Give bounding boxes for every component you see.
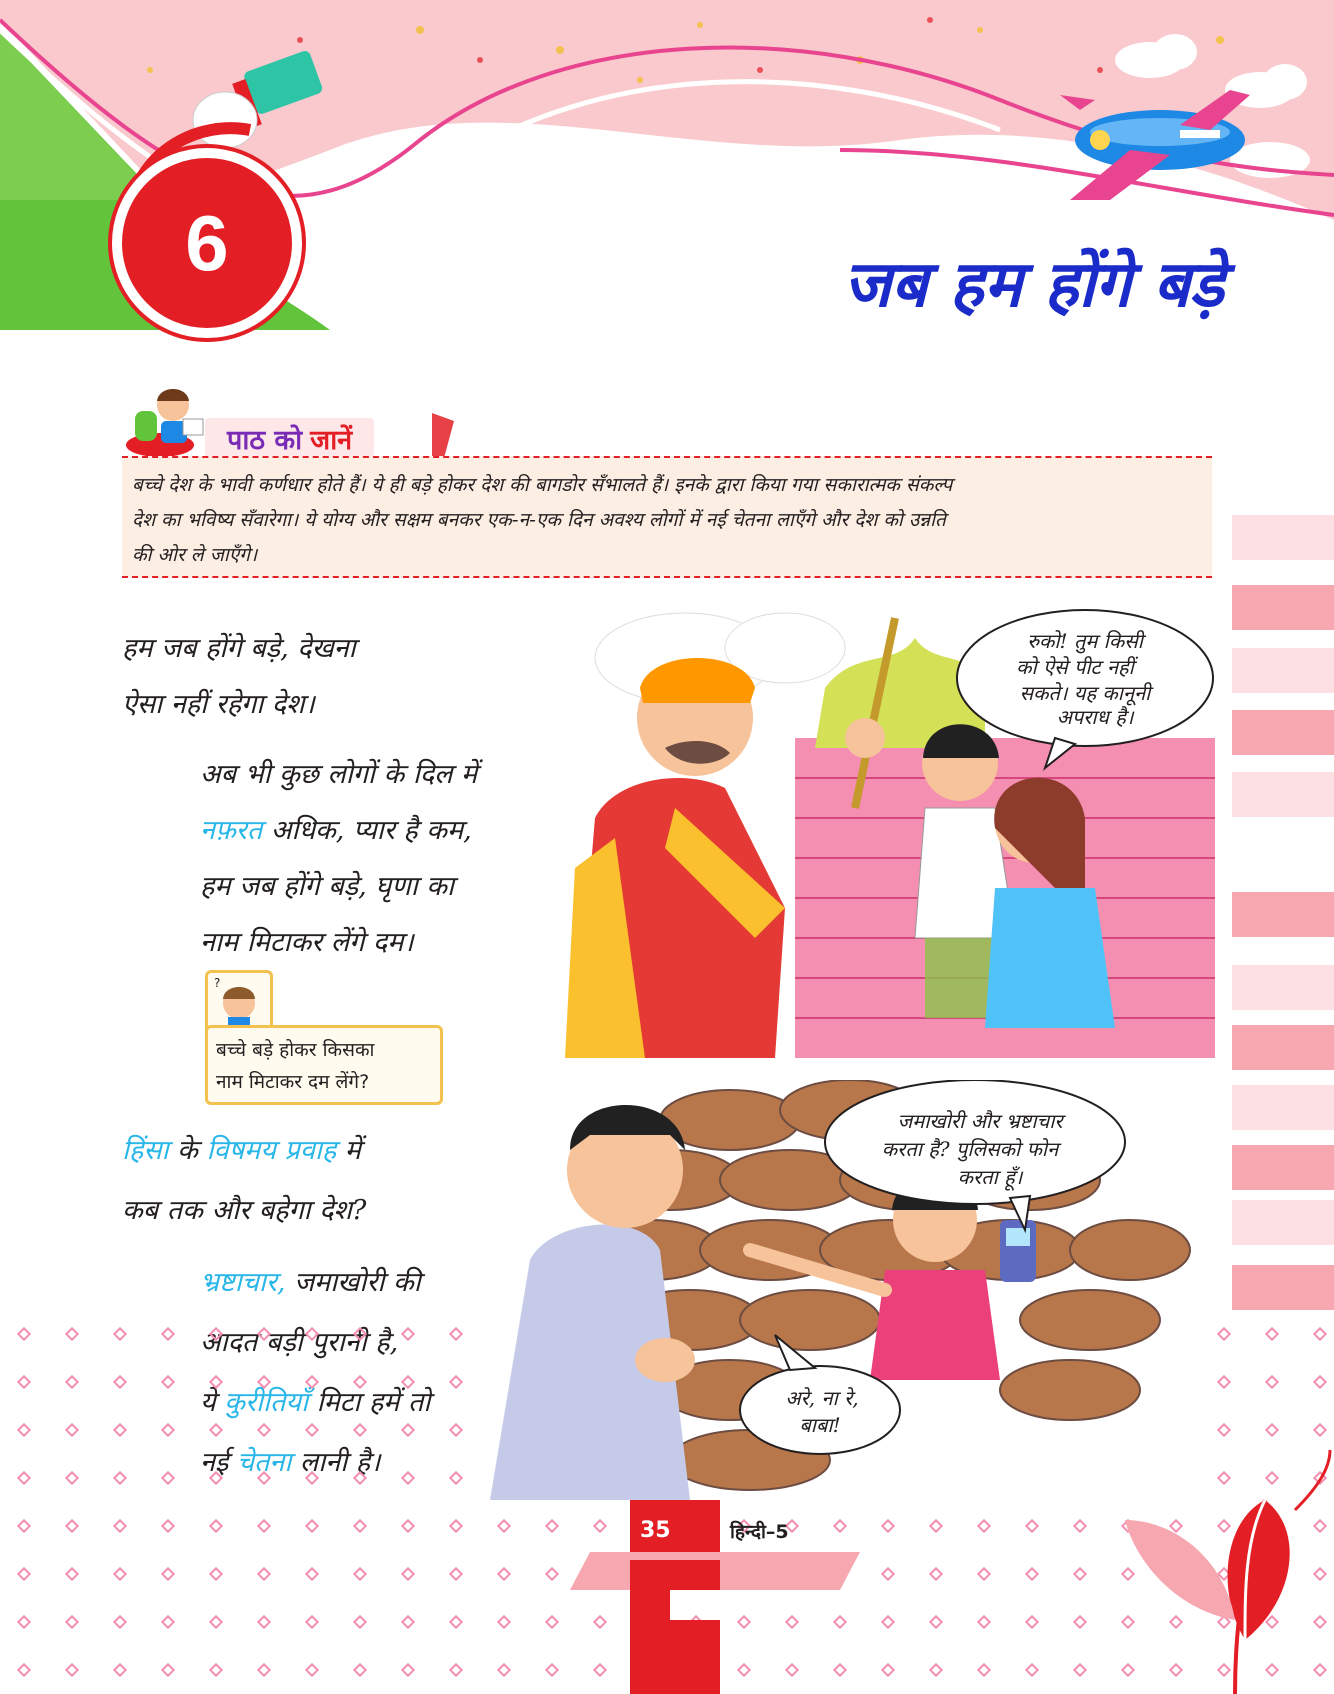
- speech-bubble-1-line-3: सकते। यह कानूनी: [1019, 681, 1151, 705]
- speech-bubble-1-line-2: को ऐसे पीट नहीं: [1016, 655, 1134, 679]
- poem-text: अधिक, प्यार है कम,: [262, 815, 472, 846]
- chapter-title: जब हम होंगे बड़े: [843, 248, 1224, 322]
- footer-ribbon: [570, 1500, 860, 1694]
- speech-bubble-2-line-1: जमाखोरी और भ्रष्टाचार: [897, 1109, 1063, 1133]
- poem-line-3: अब भी कुछ लोगों के दिल में: [200, 759, 478, 790]
- intro-heading-part1: पाठ को: [227, 424, 303, 456]
- poem-line-2: ऐसा नहीं रहेगा देश।: [122, 689, 315, 720]
- reading-boy-icon: [125, 383, 215, 458]
- book-name: हिन्दी–5: [730, 1521, 789, 1543]
- poem-text: जमाखोरी की: [285, 1267, 421, 1298]
- poem-line-5: हम जब होंगे बड़े, घृणा का: [200, 871, 455, 902]
- highlight-word: हिंसा: [122, 1135, 169, 1166]
- speech-bubble-3-line-2: बाबा!: [799, 1413, 841, 1437]
- chapter-number-badge: [112, 148, 302, 338]
- side-tab: [1232, 585, 1334, 630]
- side-tab: [1232, 1085, 1334, 1130]
- question-box: [205, 1025, 443, 1105]
- poem-line-7: [122, 1130, 361, 1167]
- highlight-word: विषमय प्रवाह: [206, 1135, 337, 1166]
- chapter-number: 6: [185, 198, 229, 287]
- question-line-2: नाम मिटाकर दम लेंगे?: [216, 1071, 370, 1093]
- intro-line-1: बच्चे देश के भावी कर्णधार होते हैं। ये ही बड़े होकर देश की बागडोर सँभालते हैं। इनके द्वारा किया गया सकारात्मक संकल्प: [132, 474, 953, 496]
- side-tab: [1232, 1025, 1334, 1070]
- side-tab: [1232, 772, 1334, 817]
- svg-text:?: ?: [214, 976, 221, 990]
- intro-line-3: की ओर ले जाएँगे।: [132, 544, 258, 566]
- speech-bubble-2-line-2: करता है? पुलिसको फोन: [881, 1137, 1059, 1161]
- illustration-beating-scene: [555, 608, 1215, 1058]
- poem-line-4: [200, 810, 472, 847]
- highlight-word: भ्रष्टाचार,: [200, 1267, 286, 1298]
- side-tab: [1232, 710, 1334, 755]
- poem-text: के: [168, 1135, 207, 1166]
- speech-bubble-2-line-3: करता हूँ।: [957, 1165, 1023, 1189]
- side-tab: [1232, 1200, 1334, 1245]
- poem-line-6: नाम मिटाकर लेंगे दम।: [200, 927, 414, 958]
- thinking-child-icon: [205, 970, 273, 1030]
- poem-text: में: [336, 1135, 361, 1166]
- leaf-decoration-icon: [1115, 1440, 1334, 1694]
- side-tab: [1232, 1145, 1334, 1190]
- tag-ribbon-icon: [432, 413, 454, 458]
- intro-heading: [205, 418, 374, 458]
- highlight-word: नफ़रत: [200, 815, 263, 846]
- side-tab: [1232, 892, 1334, 937]
- speech-bubble-3-line-1: अरे, ना रे,: [785, 1386, 859, 1410]
- intro-heading-part2: जानें: [310, 424, 353, 456]
- side-tab: [1232, 1265, 1334, 1310]
- poem-line-9: [200, 1262, 421, 1299]
- poem-line-1: हम जब होंगे बड़े, देखना: [122, 633, 356, 664]
- side-tab: [1232, 965, 1334, 1010]
- side-tab: [1232, 515, 1334, 560]
- speech-bubble-1-line-4: अपराध है।: [1056, 705, 1134, 729]
- side-tab: [1232, 648, 1334, 693]
- intro-text-box: [122, 456, 1212, 578]
- intro-line-2: देश का भविष्य सँवारेगा। ये योग्य और सक्षम बनकर एक-न-एक दिन अवश्य लोगों में नई चेतना लाएँगे और देश को उन्नति: [132, 509, 946, 531]
- page-number: 35: [640, 1518, 671, 1543]
- question-line-1: बच्चे बड़े होकर किसका: [216, 1039, 375, 1061]
- speech-bubble-1-line-1: रुको! तुम किसी: [1027, 629, 1143, 653]
- poem-line-8: कब तक और बहेगा देश?: [122, 1195, 367, 1226]
